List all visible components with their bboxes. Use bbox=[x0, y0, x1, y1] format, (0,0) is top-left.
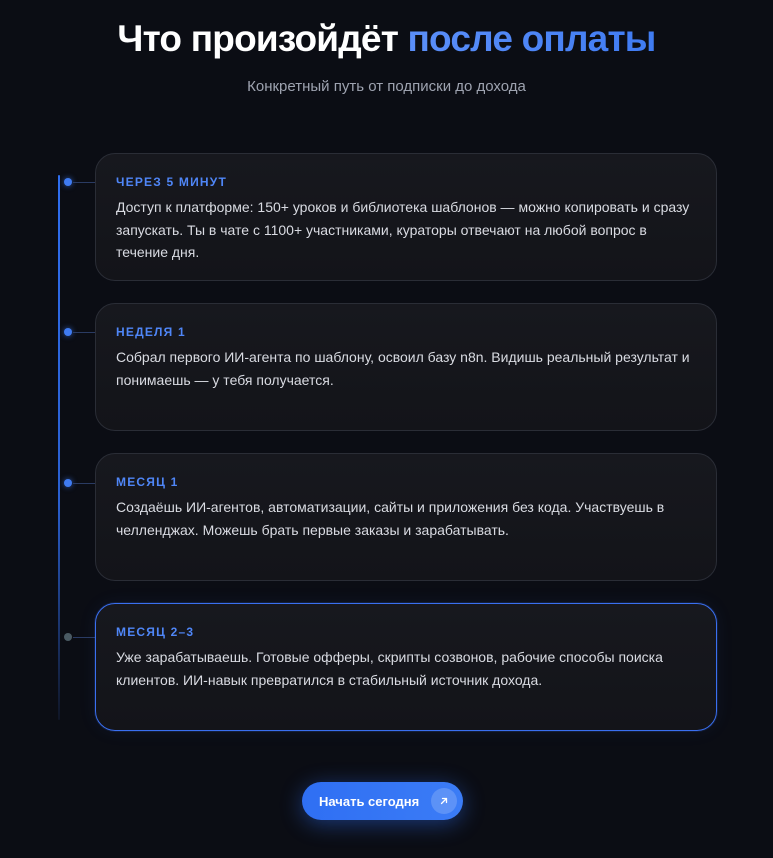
timeline-node-4 bbox=[64, 633, 72, 641]
timeline-rail bbox=[58, 175, 60, 720]
step-text: Собрал первого ИИ-агента по шаблону, освоил базу n8n. Видишь реальный результат и понимаешь — у тебя получается. bbox=[116, 349, 690, 388]
arrow-up-right-icon bbox=[431, 788, 457, 814]
timeline-connector-4 bbox=[73, 637, 95, 638]
start-today-button[interactable] bbox=[302, 782, 463, 820]
timeline-connector-1 bbox=[73, 182, 95, 183]
step-card-3 bbox=[95, 453, 717, 581]
timeline-connector-2 bbox=[73, 332, 95, 333]
page-title bbox=[0, 14, 773, 64]
step-label: МЕСЯЦ 2–3 bbox=[116, 625, 195, 639]
step-text: Уже зарабатываешь. Готовые офферы, скрипты созвонов, рабочие способы поиска клиентов. ИИ-навык превратился в стабильный источник дохода. bbox=[116, 649, 663, 688]
timeline-node-3 bbox=[64, 479, 72, 487]
step-text: Доступ к платформе: 150+ уроков и библиотека шаблонов — можно копировать и сразу запускать. Ты в чате с 1100+ участниками, кураторы отвечают на любой вопрос в течение дня. bbox=[116, 199, 690, 260]
step-card-2 bbox=[95, 303, 717, 431]
section-header bbox=[0, 14, 773, 97]
timeline-connector-3 bbox=[73, 483, 95, 484]
timeline-node-2 bbox=[64, 328, 72, 336]
title-main: Что произойдёт bbox=[117, 18, 399, 59]
step-label: НЕДЕЛЯ 1 bbox=[116, 325, 186, 339]
step-card-1 bbox=[95, 153, 717, 281]
step-label: МЕСЯЦ 1 bbox=[116, 475, 179, 489]
step-text: Создаёшь ИИ-агентов, автоматизации, сайты и приложения без кода. Участвуешь в челленджах. Можешь брать первые заказы и зарабатывать. bbox=[116, 499, 665, 538]
page-subtitle: Конкретный путь от подписки до дохода bbox=[247, 78, 526, 95]
step-label: ЧЕРЕЗ 5 МИНУТ bbox=[116, 175, 227, 189]
step-card-4 bbox=[95, 603, 717, 731]
timeline-node-1 bbox=[64, 178, 72, 186]
title-accent: после оплаты bbox=[407, 18, 656, 59]
start-today-label: Начать сегодня bbox=[319, 793, 420, 809]
